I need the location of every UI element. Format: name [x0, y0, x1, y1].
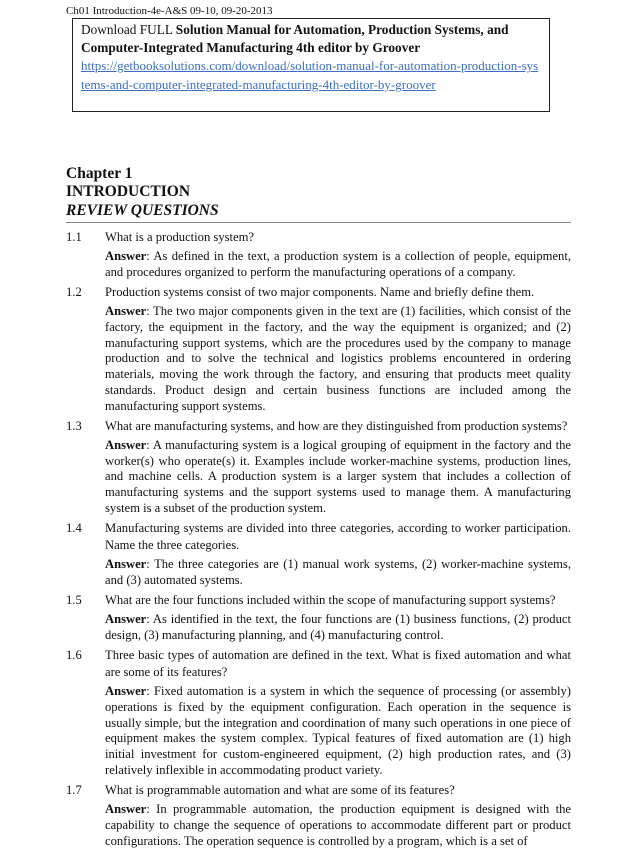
answer-text — [105, 557, 571, 589]
answer-label: Answer — [105, 801, 147, 816]
answer-label: Answer — [105, 611, 147, 626]
list-item — [66, 592, 571, 644]
question-text: What are the four functions included within the scope of manufacturing support systems? — [105, 592, 556, 607]
question-number: 1.4 — [66, 520, 82, 535]
question-text: What is a production system? — [105, 230, 254, 244]
answer-body: : As defined in the text, a production system is a collection of people, equipment, and procedures organized to perform the manufacturing operations of a company. — [105, 249, 571, 279]
answer-body: : In programmable automation, the production equipment is designed with the capability to change the sequence of operations to accommodate different part or product configurations. The operation sequence is controlled by a program, which is a set of — [105, 801, 571, 848]
answer-text — [105, 438, 571, 517]
list-item — [66, 229, 571, 281]
answer-label: Answer — [105, 437, 147, 452]
answer-body: : As identified in the text, the four functions are (1) business functions, (2) product design, (3) manufacturing planning, and (4) manufacturing control. — [105, 611, 571, 642]
answer-text — [105, 612, 571, 644]
question-text: What is programmable automation and what are some of its features? — [105, 782, 455, 797]
answer-text — [105, 249, 571, 281]
answer-body: : Fixed automation is a system in which the sequence of processing (or assembly) operations is fixed by the equipment configuration. Each operation in the sequence is usually simple, but the integration and coordination of many such operations in one piece of equipment makes the system complex. Typical features of fixed automation are (1) high initial investment for custom-engineered equipment, (2) high production rates, and (3) relatively inflexible in accommodating product variety. — [105, 683, 571, 777]
download-prefix: Download FULL — [81, 22, 176, 37]
answer-text — [105, 684, 571, 779]
question-text: What are manufacturing systems, and how are they distinguished from production systems? — [105, 418, 568, 433]
question-number: 1.3 — [66, 418, 82, 433]
list-item — [66, 782, 571, 850]
answer-body: : The two major components given in the text are (1) facilities, which consist of the factory, the equipment in the factory, and the way the equipment is organized; and (2) manufacturing support systems, which are the procedures used by the company to manage production and to solve the technical and logistics problems encountered in ordering materials, moving the work through the factory, and ensuring that products meet quality standards. Product design and certain business functions are included among the manufacturing support systems. — [105, 304, 571, 413]
answer-text — [105, 802, 571, 849]
chapter-heading — [66, 165, 571, 223]
chapter-title: INTRODUCTION — [66, 183, 191, 200]
list-item — [66, 418, 571, 517]
answer-label: Answer — [105, 304, 147, 318]
question-text: Three basic types of automation are defined in the text. What is fixed automation and what are some of its features? — [105, 647, 571, 679]
question-number: 1.7 — [66, 782, 82, 797]
answer-label: Answer — [105, 683, 147, 698]
answer-label: Answer — [105, 557, 147, 572]
question-number: 1.2 — [66, 284, 82, 299]
question-text: Manufacturing systems are divided into three categories, according to worker participation. Name the three categories. — [105, 520, 571, 552]
answer-label: Answer — [105, 249, 147, 264]
answer-body: : The three categories are (1) manual work systems, (2) worker-machine systems, and (3) automated systems. — [105, 557, 571, 587]
running-head: Ch01 Introduction-4e-A&S 09-10, 09-20-2013 — [66, 5, 273, 17]
review-questions-list — [66, 229, 571, 852]
chapter-label: Chapter 1 — [66, 165, 133, 182]
answer-text — [105, 304, 571, 415]
download-link[interactable]: https://getbooksolutions.com/download/solution-manual-for-automation-production-systems-and-computer-integrated-manufacturing-4th-editor-by-groover — [81, 58, 539, 92]
question-number: 1.5 — [66, 592, 82, 607]
download-text — [81, 21, 541, 57]
answer-body: : A manufacturing system is a logical grouping of equipment in the factory and the worker(s) who operate(s) it. Examples include worker-machine systems, production lines, and machine cells. A production system is a larger system that includes a collection of manufacturing systems and the support systems used to manage them. A manufacturing system is a subset of the production system. — [105, 437, 571, 515]
question-number: 1.1 — [66, 230, 82, 244]
section-title: REVIEW QUESTIONS — [66, 201, 571, 223]
list-item — [66, 284, 571, 415]
download-box — [72, 18, 550, 112]
list-item — [66, 520, 571, 589]
question-text: Production systems consist of two major components. Name and briefly define them. — [105, 284, 535, 299]
download-title: Solution Manual for Automation, Production Systems, and Computer-Integrated Manufacturing 4th editor by Groover — [81, 22, 509, 56]
question-number: 1.6 — [66, 647, 82, 662]
list-item — [66, 647, 571, 779]
